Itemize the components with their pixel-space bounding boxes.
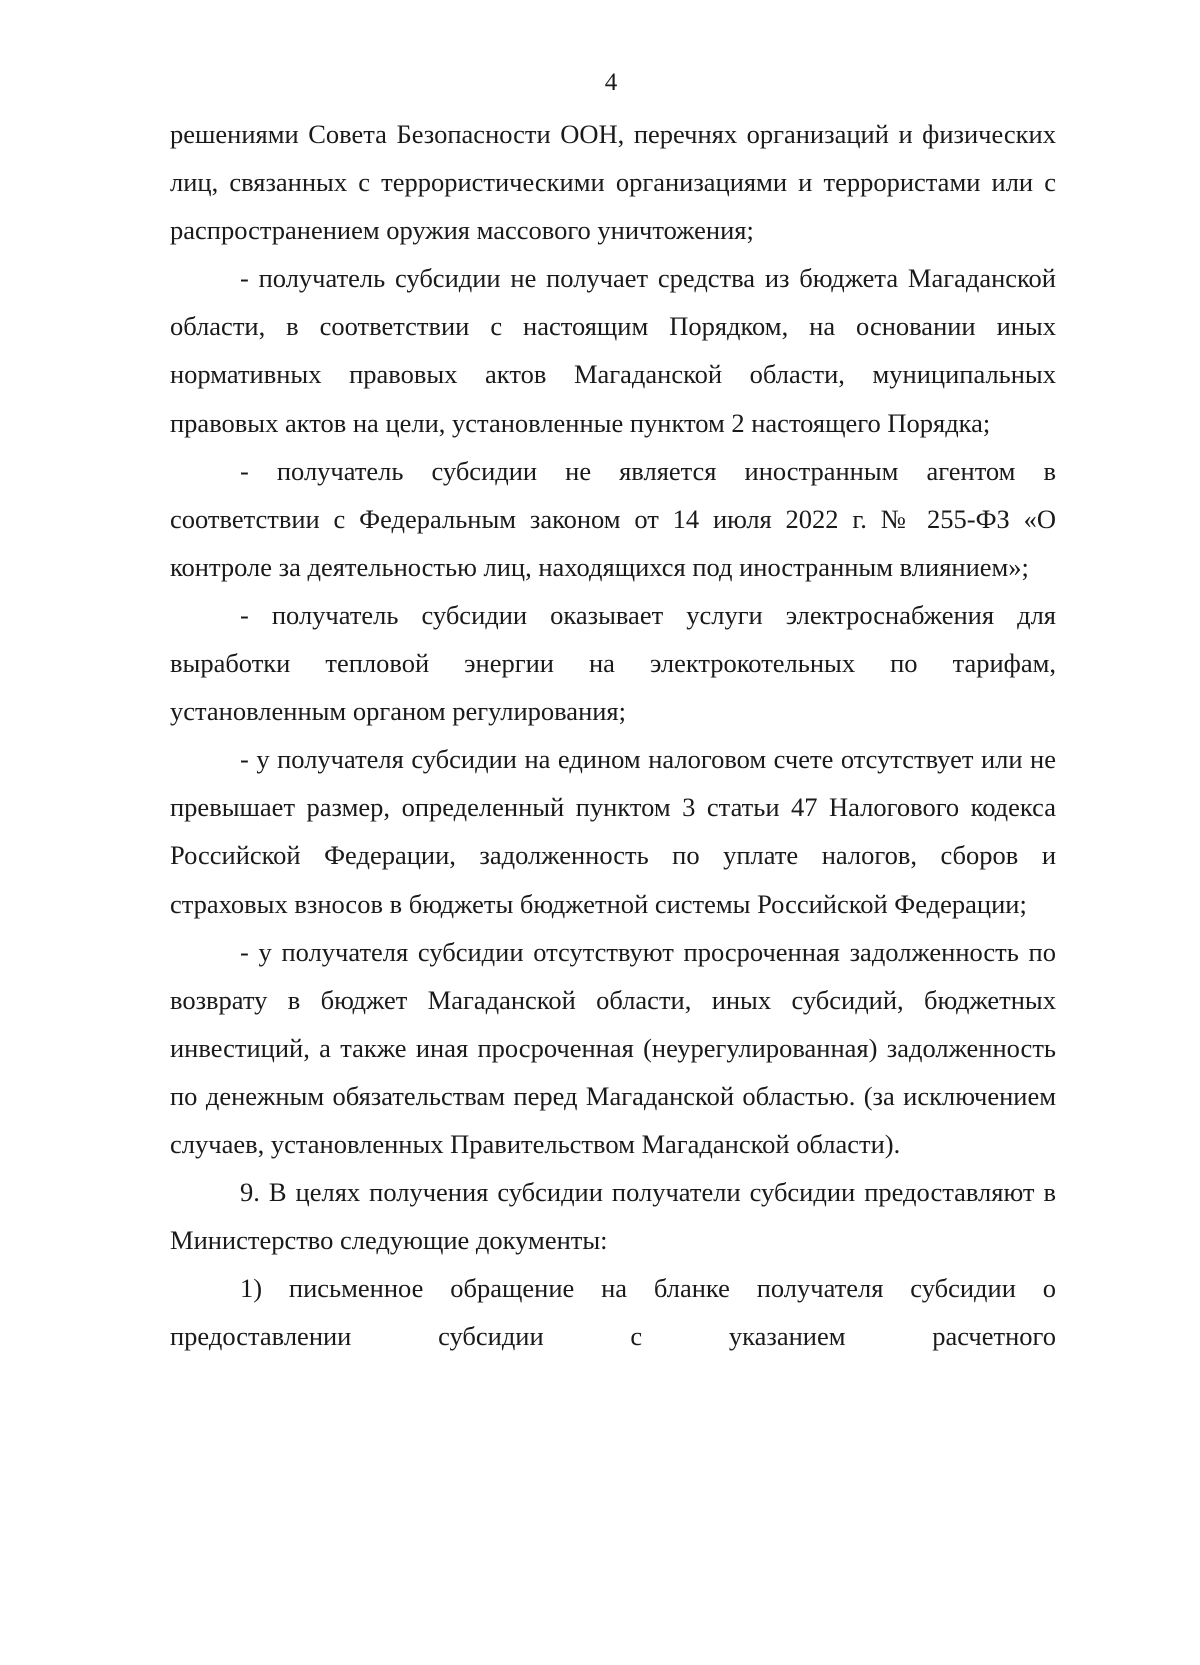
paragraph-p5: - у получателя субсидии отсутствуют просроченная задолженность по возврату в бюджет Магаданской области, иных субсидий, бюджетных инвестиций, а также иная просроченная (неурегулированная) задолженность по денежным обязательствам перед Магаданской областью. (за исключением случаев, установленных Правительством Магаданской области). — [170, 936, 1056, 1159]
paragraph-p4: - у получателя субсидии на едином налоговом счете отсутствует или не превышает размер, определенный пунктом 3 статьи 47 Налогового кодекса Российской Федерации, задолженность по уплате налогов, сборов и страховых взносов в бюджеты бюджетной системы Российской Федерации; — [170, 744, 1056, 919]
paragraph-p3: - получатель субсидии оказывает услуги электроснабжения для выработки тепловой энергии на электрокотельных по тарифам, установленным органом регулирования; — [170, 599, 1056, 727]
paragraph-p1: - получатель субсидии не получает средства из бюджета Магаданской области, в соответствии с настоящим Порядком, на основании иных нормативных правовых актов Магаданской области, муниципальных правовых актов на цели, установленные пунктом 2 настоящего Порядка; — [170, 263, 1056, 438]
paragraph-p6: 9. В целях получения субсидии получатели субсидии предоставляют в Министерство следующие документы: — [170, 1177, 1056, 1256]
document-body — [170, 110, 1056, 1360]
paragraph-p0: решениями Совета Безопасности ООН, перечнях организаций и физических лиц, связанных с террористическими организациями и террористами или с распространением оружия массового уничтожения; — [170, 119, 1056, 246]
page-number: 4 — [604, 69, 618, 96]
paragraph-p7: 1) письменное обращение на бланке получателя субсидии о предоставлении субсидии с указанием расчетного — [170, 1273, 1056, 1352]
paragraph-p2: - получатель субсидии не является иностранным агентом в соответствии с Федеральным законом от 14 июля 2022 г. № 255-ФЗ «О контроле за деятельностью лиц, находящихся под иностранным влиянием»; — [170, 455, 1056, 582]
